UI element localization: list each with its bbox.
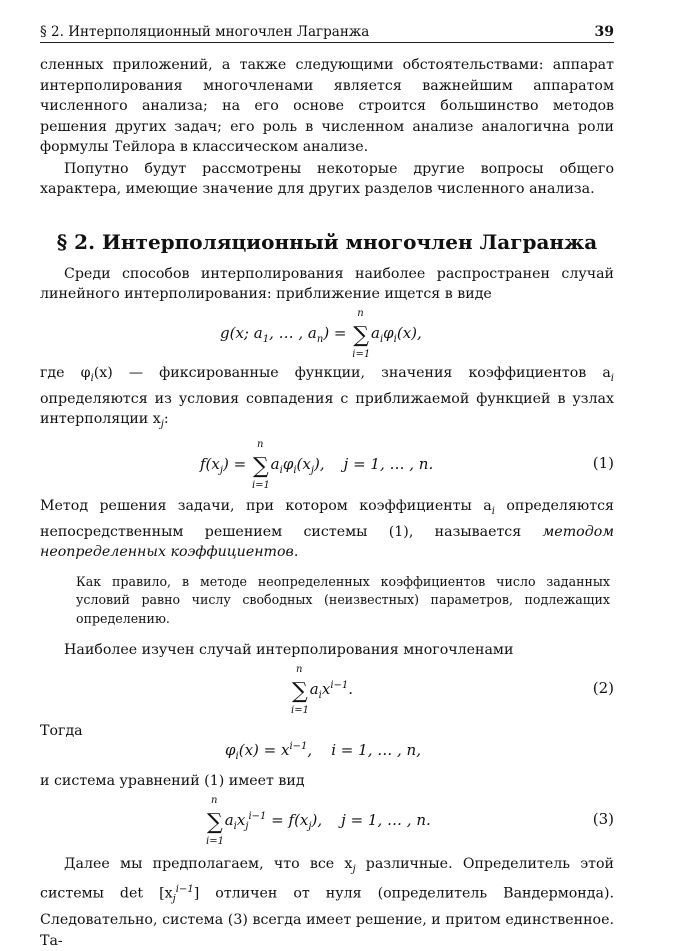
body-paragraph-method: Метод решения задачи, при котором коэффициенты $a_i$ определяются непосредственным решением системы (1), называется методом неопределенных коэффициентов. (40, 497, 614, 561)
body-paragraph-phi: где $\varphi_i(x)$ — фиксированные функции, значения коэффициентов $a_i$ определяются из условия совпадения с приближаемой функцией в узлах интерполяции $x_j$: (40, 364, 614, 431)
term-undetermined-coefficients: методом неопределенных коэффициентов (40, 523, 614, 561)
formula-phi: $\varphi_i(x) = x^{i-1}$, i = 1, … , n, (225, 741, 421, 763)
running-header (40, 18, 614, 43)
equation-number-2: (2) (592, 678, 614, 697)
running-header-title: § 2. Интерполяционный многочлен Лагранжа (40, 24, 370, 40)
page-number: 39 (594, 24, 614, 40)
section-heading: § 2. Интерполяционный многочлен Лагранжа (56, 229, 598, 254)
equation-number-3: (3) (592, 809, 614, 828)
body-paragraph-then: Тогда (40, 722, 83, 739)
body-paragraph-system: и система уравнений (1) имеет вид (40, 773, 305, 790)
formula-1: $f(x_j)$ = ∑ n i=1 $a_i\varphi_i(x_j)$, j = 1, … , n. (1) (200, 438, 614, 491)
equation-number-1: (1) (592, 453, 614, 472)
formula-2: ∑ n i=1 $a_ix^{i-1}$. (2) (291, 663, 614, 716)
page (40, 18, 614, 951)
formula-g: g(x; $a_1$, … , $a_n$) = ∑ n i=1 $a_i\varphi_i(x)$, (220, 307, 422, 360)
intro-paragraph-1: сленных приложений, а также следующими обстоятельствами: аппарат интерполирования многочленами является важнейшим аппаратом численного анализа; на его основе строится большинство методов решения других задач; его роль в численном анализе аналогична роли формулы Тейлора в классическом анализе. (40, 57, 614, 155)
intro-paragraph-2: Попутно будут рассмотрены некоторые другие вопросы общего характера, имеющие значение для других разделов численного анализа. (40, 160, 614, 197)
body-paragraph-linear: Среди способов интерполирования наиболее распространен случай линейного интерполирования: приближение ищется в виде (40, 265, 614, 302)
body-paragraph-polynomials: Наиболее изучен случай интерполирования многочленами (64, 642, 514, 659)
remark-paragraph: Как правило, в методе неопределенных коэффициентов число заданных условий равно числу свободных (неизвестных) параметров, подлежащих определению. (76, 573, 610, 626)
body-paragraph-vandermonde: Далее мы предполагаем, что все $x_j$ различные. Определитель этой системы $\det [x_j^{i-1}]$ отличен от нуля (определитель Вандермонда). Следовательно, система (3) всегда имеет решение, и притом единственное. Та- (40, 855, 615, 949)
formula-3: ∑ n i=1 $a_ix_j^{i-1} = f(x_j)$, j = 1, … , n. (3) (206, 794, 614, 847)
